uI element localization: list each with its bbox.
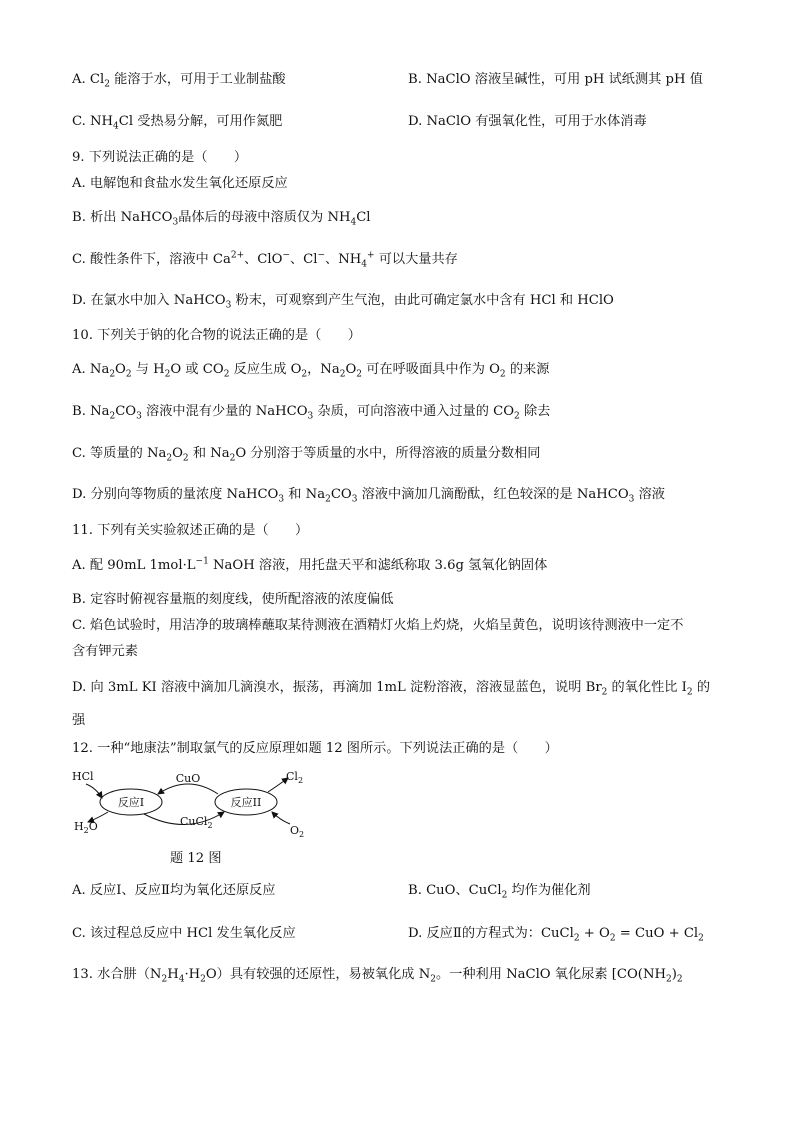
q11-option-d-line1: D. 向 3mL KI 溶液中滴加几滴溴水，振荡，再滴加 1mL 淀粉溶液，溶液显蓝色，说明 $Br_2$ 的氧化性比 $I_2$ 的: [72, 680, 711, 698]
formula-text: 和 Na: [284, 487, 326, 502]
formula-text: CO: [330, 487, 352, 502]
q8-option-b: B. NaClO 溶液呈碱性，可用 pH 试纸测其 pH 值: [408, 72, 703, 87]
formula-text: 的来源: [505, 362, 550, 377]
formula-subscript: 2: [499, 369, 506, 380]
formula-text: 反应生成 O: [229, 362, 302, 377]
formula-subscript: 2: [109, 369, 116, 380]
formula-text: ，Na: [307, 362, 340, 377]
formula-subscript: 3: [628, 494, 635, 505]
formula-subscript: 3: [351, 494, 358, 505]
formula-subscript: 2: [125, 369, 132, 380]
formula-text: A. Na: [72, 362, 110, 377]
formula-subscript: 3: [278, 494, 285, 505]
formula-text: O 或 CO: [170, 362, 224, 377]
formula-subscript: 2: [109, 411, 116, 422]
q9-stem: 9. 下列说法正确的是（ ）: [72, 150, 248, 165]
formula-text: B. Na: [72, 404, 110, 419]
q11-stem: 11. 下列有关实验叙述正确的是（ ）: [72, 523, 309, 538]
formula-subscript: 3: [307, 411, 314, 422]
arrow-hcl-in: [86, 784, 102, 798]
arrow-cuo: [158, 784, 218, 794]
h2o-label: $H_2O$: [74, 820, 98, 835]
formula-subscript: 2: [301, 369, 308, 380]
formula-text: 杂质，可向溶液中通入过量的 CO: [313, 404, 515, 419]
q11-option-c-line2: 含有钾元素: [72, 644, 138, 659]
formula-subscript: 2: [356, 369, 362, 380]
q10-option-a: [72, 361, 549, 379]
formula-subscript: 2: [223, 369, 230, 380]
formula-subscript: 2: [164, 369, 171, 380]
q12-option-a: A. 反应Ⅰ、反应Ⅱ均为氧化还原反应: [72, 883, 276, 898]
q10-option-b: [72, 403, 550, 421]
formula-subscript: 3: [136, 411, 142, 422]
q9-option-d: D. 在氯水中加入 NaHCO$_3$ 粉末，可观察到产生气泡，由此可确定氯水中含有 HCl 和 HClO: [72, 293, 614, 311]
formula-text: C. 等质量的 Na: [72, 446, 167, 461]
formula-text: 与 H: [131, 362, 165, 377]
q9-option-b: B. 析出 NaHCO$_3$晶体后的母液中溶质仅为 $NH_4Cl$: [72, 210, 371, 228]
q12-option-c: C. 该过程总反应中 HCl 发生氧化反应: [72, 926, 296, 941]
formula-text: O: [345, 362, 357, 377]
formula-text: 溶液中混有少量的 NaHCO: [141, 404, 308, 419]
figure-caption: 题 12 图: [170, 851, 222, 866]
q10-option-c: [72, 445, 541, 463]
cl2-label: $Cl_2$: [286, 770, 304, 785]
q11-option-b: B. 定容时俯视容量瓶的刻度线，使所配溶液的浓度偏低: [72, 592, 394, 607]
q11-option-c-line1: C. 焰色试验时，用洁净的玻璃棒蘸取某待测液在酒精灯火焰上灼烧，火焰呈黄色，说明该待测液中一定不: [72, 618, 684, 633]
formula-text: 可在呼吸面具中作为 O: [362, 362, 500, 377]
formula-subscript: 2: [339, 369, 346, 380]
formula-text: 溶液中滴加几滴酚酞，红色较深的是 NaHCO: [357, 487, 629, 502]
q10-stem: 10. 下列关于钠的化合物的说法正确的是（ ）: [72, 328, 361, 343]
formula-subscript: 2: [182, 453, 189, 464]
formula-subscript: 2: [166, 453, 173, 464]
q10-option-d: [72, 486, 665, 504]
q11-option-a: A. 配 90mL $1mol\cdot L^{-1}$ NaOH 溶液，用托盘天平和滤纸称取 3.6g 氢氧化钠固体: [72, 556, 548, 573]
q13-stem: 13. 水合肼$(N_2H_4\cdot H_2O)$具有较强的还原性，易被氧化成 $N_2$。一种利用 NaClO 氧化尿素 [$CO(NH_2)_2$: [72, 967, 683, 985]
formula-text: O: [115, 362, 126, 377]
formula-subscript: 2: [325, 494, 331, 505]
formula-text: 除去: [519, 404, 551, 419]
reaction-2-label: 反应II: [230, 796, 262, 809]
reaction-1-label: 反应I: [117, 796, 145, 809]
cuo-label: CuO: [175, 772, 201, 785]
q8-option-c: C. $NH_4Cl$ 受热易分解，可用作氮肥: [72, 114, 283, 132]
q9-option-a: A. 电解饱和食盐水发生氧化还原反应: [72, 176, 288, 191]
arrow-cl2-out: [268, 778, 288, 792]
formula-text: O 分别溶于等质量的水中，所得溶液的质量分数相同: [235, 446, 541, 461]
q12-option-b: B. CuO、CuCl$_2$ 均作为催化剂: [408, 883, 591, 901]
arrow-o2-in: [272, 812, 290, 824]
o2-label: $O_2$: [290, 824, 305, 839]
formula-subscript: 2: [514, 411, 520, 422]
formula-text: 溶液: [634, 487, 665, 502]
hcl-label: HCl: [72, 770, 94, 783]
formula-text: O: [172, 446, 183, 461]
formula-text: CO: [115, 404, 137, 419]
formula-text: D. 分别向等物质的量浓度 NaHCO: [72, 487, 279, 502]
q12-option-d: D. 反应Ⅱ的方程式为：CuCl$_2$ + $O_2$ = CuO + $Cl_2$: [408, 926, 704, 944]
q12-stem: 12. 一种“地康法”制取氯气的反应原理如题 12 图所示。下列说法正确的是（ ）: [72, 741, 558, 756]
reaction-cycle-diagram: [68, 764, 318, 842]
q8-option-d: D. NaClO 有强氧化性，可用于水体消毒: [408, 114, 647, 129]
cucl2-label: CuCl$_2$: [180, 815, 213, 830]
q9-option-c: C. 酸性条件下，溶液中 $Ca^{2+}$、ClO−、Cl−、$NH_4^+$ 可以大量共存: [72, 250, 458, 270]
q11-option-d-line2: 强: [72, 713, 86, 728]
formula-subscript: 2: [229, 453, 236, 464]
formula-text: 和 Na: [188, 446, 230, 461]
q8-option-a: A. $Cl_2$ 能溶于水，可用于工业制盐酸: [72, 72, 286, 90]
